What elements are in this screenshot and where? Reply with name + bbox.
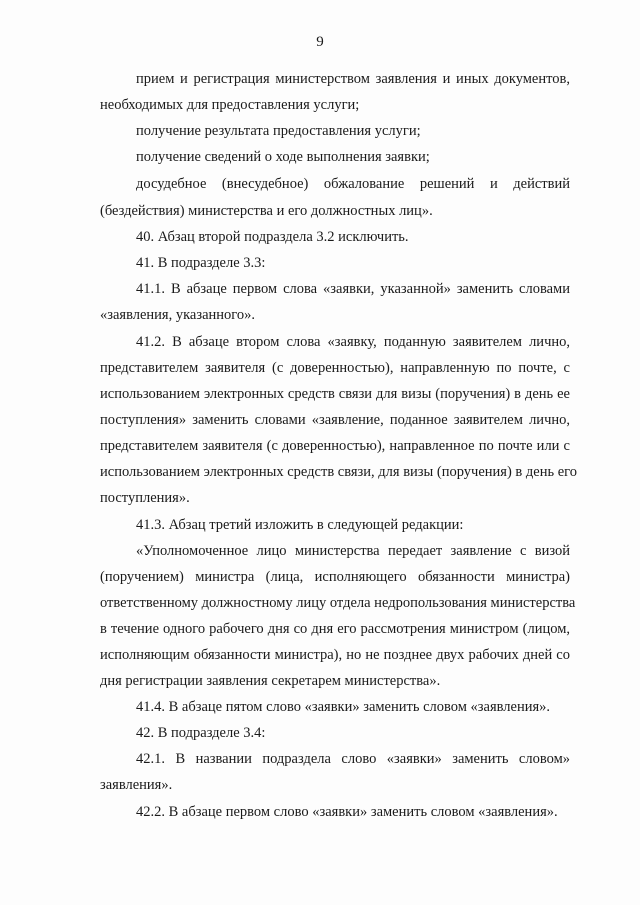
text-line: заявления». bbox=[100, 777, 173, 793]
text-line: использованием электронных средств связи для визы (поручения) в день ее bbox=[100, 386, 570, 402]
text-line: «Уполномоченное лицо министерства передает заявление с визой bbox=[136, 543, 570, 559]
text-line: в течение одного рабочего дня со дня его рассмотрения министром (лицом, bbox=[100, 621, 570, 637]
text-line: 41.4. В абзаце пятом слово «заявки» заменить словом «заявления». bbox=[136, 699, 551, 715]
text-line: поступления». bbox=[100, 490, 190, 506]
text-line: 41.2. В абзаце втором слова «заявку, поданную заявителем лично, bbox=[136, 334, 570, 350]
text-line: 40. Абзац второй подраздела 3.2 исключить. bbox=[136, 229, 409, 245]
text-line: досудебное (внесудебное) обжалование решений и действий bbox=[136, 176, 570, 192]
text-line: дня регистрации заявления секретарем министерства». bbox=[100, 673, 441, 689]
text-line: (бездействия) министерства и его должностных лиц». bbox=[100, 203, 433, 219]
text-line: представителем заявителя (с доверенностью), направленное по почте или с bbox=[100, 438, 570, 454]
text-line: исполняющим обязанности министра), но не позднее двух рабочих дней со bbox=[100, 647, 570, 663]
text-line: прием и регистрация министерством заявления и иных документов, bbox=[136, 71, 570, 87]
text-line: 41. В подразделе 3.3: bbox=[136, 255, 266, 271]
text-line: 42.2. В абзаце первом слово «заявки» заменить словом «заявления». bbox=[136, 804, 558, 820]
text-line: получение результата предоставления услуги; bbox=[136, 123, 421, 139]
text-line: 41.3. Абзац третий изложить в следующей редакции: bbox=[136, 517, 464, 533]
text-line: ответственному должностному лицу отдела недропользования министерства bbox=[100, 595, 576, 611]
text-line: 42.1. В названии подраздела слово «заявки» заменить словом» bbox=[136, 751, 570, 767]
text-line: 42. В подразделе 3.4: bbox=[136, 725, 266, 741]
text-line: поступления» заменить словами «заявление, поданное заявителем лично, bbox=[100, 412, 570, 428]
text-line: получение сведений о ходе выполнения заявки; bbox=[136, 149, 430, 165]
text-line: использованием электронных средств связи, для визы (поручения) в день его bbox=[100, 464, 577, 480]
text-line: 41.1. В абзаце первом слова «заявки, указанной» заменить словами bbox=[136, 281, 570, 297]
page-number: 9 bbox=[316, 34, 324, 50]
text-line: «заявления, указанного». bbox=[100, 307, 256, 323]
text-line: представителем заявителя (с доверенностью), направленную по почте, с bbox=[100, 360, 570, 376]
text-line: (поручением) министра (лица, исполняющего обязанности министра) bbox=[100, 569, 570, 585]
text-line: необходимых для предоставления услуги; bbox=[100, 97, 360, 113]
